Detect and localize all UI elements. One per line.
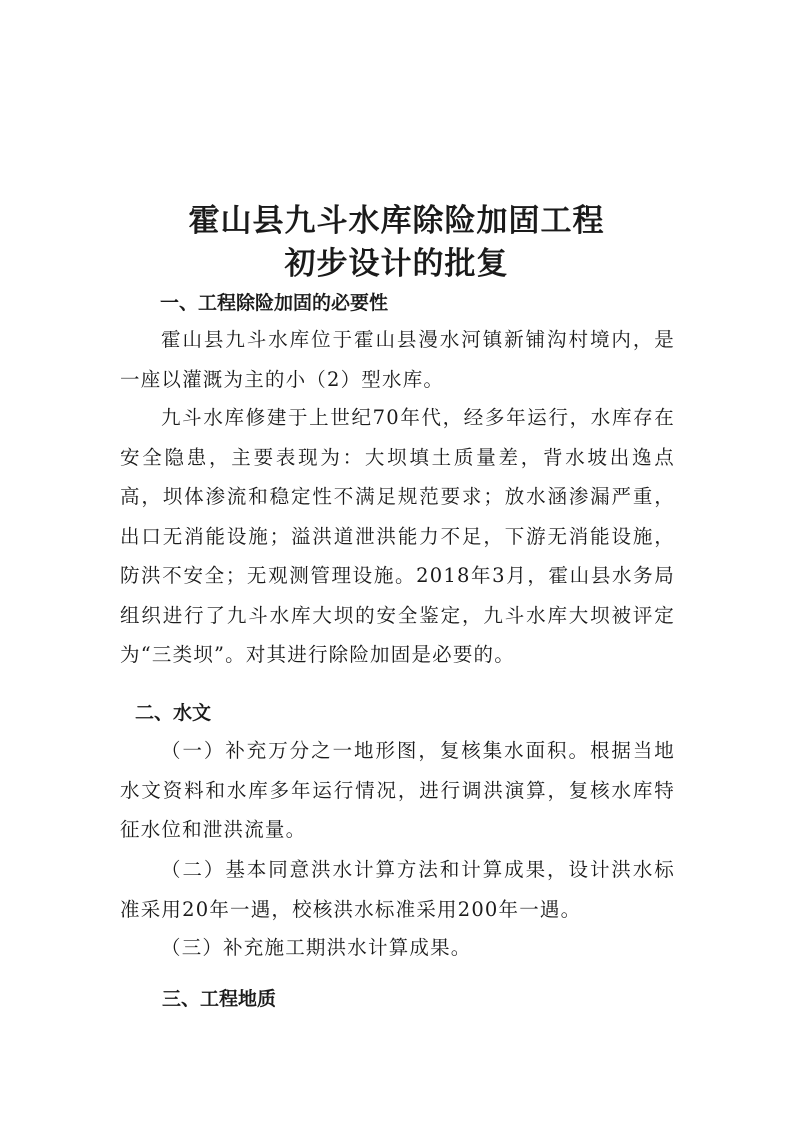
section-heading-geology: 三、工程地质 bbox=[162, 988, 277, 1010]
paragraph-hydrology-2: （二）基本同意洪水计算方法和计算成果，设计洪水标准采用20年一遇，校核洪水标准采用200年一遇。 bbox=[120, 858, 675, 921]
paragraph-hydrology-1: （一）补充万分之一地形图，复核集水面积。根据当地水文资料和水库多年运行情况，进行调洪演算，复核水库特征水位和泄洪流量。 bbox=[120, 739, 675, 841]
section-heading-necessity: 一、工程除险加固的必要性 bbox=[160, 292, 389, 314]
paragraph-safety-hazards: 九斗水库修建于上世纪70年代，经多年运行，水库存在安全隐患，主要表现为：大坝填土质量差，背水坡出逸点高，坝体渗流和稳定性不满足规范要求；放水涵渗漏严重，出口无消能设施；溢洪道泄洪能力不足，下游无消能设施，防洪不安全；无观测管理设施。2018年3月，霍山县水务局组织进行了九斗水库大坝的安全鉴定，九斗水库大坝被评定为“三类坝”。对其进行除险加固是必要的。 bbox=[120, 406, 675, 666]
paragraph-hydrology-3: （三）补充施工期洪水计算成果。 bbox=[161, 936, 472, 959]
section-heading-hydrology: 二、水文 bbox=[135, 702, 212, 724]
document-title-line-1: 霍山县九斗水库除险加固工程 bbox=[188, 203, 605, 239]
paragraph-location: 霍山县九斗水库位于霍山县漫水河镇新铺沟村境内，是一座以灌溉为主的小（2）型水库。 bbox=[120, 328, 675, 391]
document-title-line-2: 初步设计的批复 bbox=[284, 246, 509, 282]
